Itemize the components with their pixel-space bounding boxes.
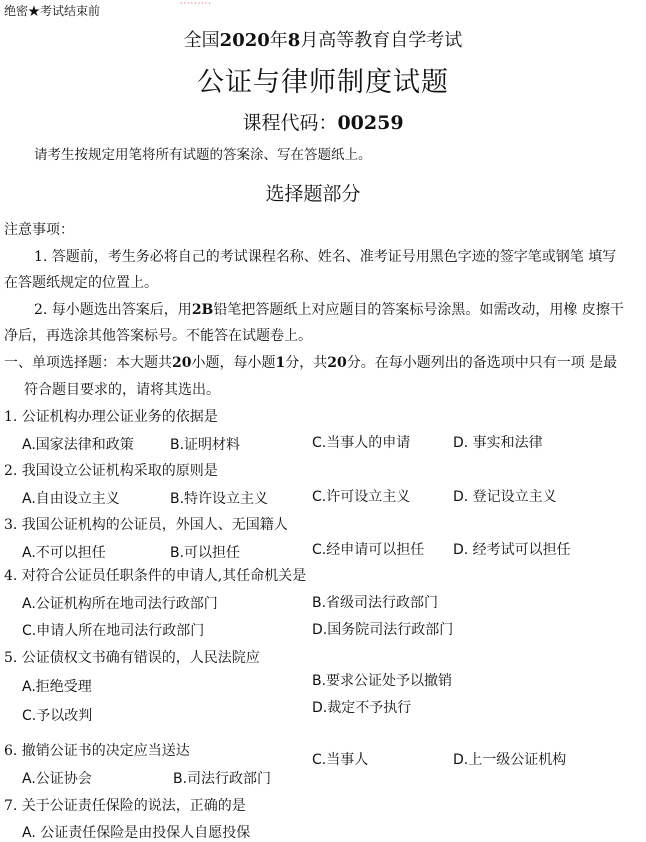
question-3-stem: 3. 我国公证机构的公证员，外国人、无国籍人 bbox=[4, 517, 288, 533]
question-2-option-a: A.自由设立主义 bbox=[22, 491, 120, 507]
instruction: 请考生按规定用笔将所有试题的答案涂、写在答题纸上。 bbox=[34, 147, 372, 163]
question-5-option-b: B.要求公证处予以撤销 bbox=[312, 673, 453, 689]
question-7-stem: 7. 关于公证责任保险的说法，正确的是 bbox=[4, 798, 246, 814]
part1-total: 20 bbox=[327, 355, 347, 371]
question-4-option-d: D.国务院司法行政部门 bbox=[312, 622, 454, 638]
question-1-option-d: D. 事实和法律 bbox=[453, 435, 543, 451]
part1-each: 1 bbox=[275, 355, 286, 371]
question-4-option-c: C.申请人所在地司法行政部门 bbox=[22, 623, 205, 639]
note-2-part-c: 铅笔把答题纸上对应题目的答案标号涂黑。如需改动，用橡 皮擦干 bbox=[213, 302, 624, 318]
question-2-option-d: D. 登记设立主义 bbox=[453, 489, 557, 505]
part1-count: 20 bbox=[172, 355, 192, 371]
question-1-option-a: A.国家法律和政策 bbox=[22, 437, 134, 453]
question-3-option-a: A.不可以担任 bbox=[22, 545, 106, 561]
question-1-option-b: B.证明材料 bbox=[170, 437, 241, 453]
course-code-label: 课程代码： bbox=[242, 112, 338, 134]
section-title: 选择题部分 bbox=[265, 183, 361, 205]
exam-mid: 年 bbox=[269, 30, 288, 51]
part1-heading bbox=[4, 352, 617, 372]
question-2-stem: 2. 我国设立公证机构采取的原则是 bbox=[4, 463, 218, 479]
question-1-stem: 1. 公证机构办理公证业务的依据是 bbox=[4, 409, 218, 425]
question-2-option-c: C.许可设立主义 bbox=[312, 489, 411, 505]
paper-title: 公证与律师制度试题 bbox=[197, 67, 449, 98]
exam-line bbox=[0, 26, 646, 52]
note-1-line-2: 在答题纸规定的位置上。 bbox=[4, 275, 158, 291]
question-3-option-d: D. 经考试可以担任 bbox=[453, 542, 571, 558]
question-7-option-a: A. 公证责任保险是由投保人自愿投保 bbox=[22, 825, 251, 841]
question-4-option-b: B.省级司法行政部门 bbox=[312, 595, 439, 611]
note-1-line-1: 1. 答题前，考生务必将自己的考试课程名称、姓名、准考证号用黑色字迹的签字笔或钢笔 填写 bbox=[34, 249, 617, 265]
question-4-option-a: A.公证机构所在地司法行政部门 bbox=[22, 596, 218, 612]
part1-heading-line-2: 符合题目要求的，请将其选出。 bbox=[24, 382, 220, 398]
exam-suffix: 月高等教育自学考试 bbox=[300, 30, 463, 51]
question-5-option-c: C.予以改判 bbox=[22, 708, 93, 724]
question-3-option-c: C.经申请可以担任 bbox=[312, 542, 425, 558]
question-2-option-b: B.特许设立主义 bbox=[170, 491, 269, 507]
exam-year: 2020 bbox=[219, 30, 270, 51]
question-6-option-c: C.当事人 bbox=[312, 752, 369, 768]
question-6-stem: 6. 撤销公证书的决定应当送达 bbox=[4, 743, 190, 759]
question-5-option-a: A.拒绝受理 bbox=[22, 679, 92, 695]
question-6-option-b: B.司法行政部门 bbox=[173, 771, 272, 787]
exam-prefix: 全国 bbox=[183, 30, 220, 51]
decorative-dots: ········· bbox=[180, 0, 212, 8]
notes-title: 注意事项： bbox=[4, 222, 74, 238]
part1-a: 一、单项选择题：本大题共 bbox=[4, 355, 172, 371]
note-2-line-2: 净后，再选涂其他答案标号。不能答在试题卷上。 bbox=[4, 328, 312, 344]
course-code-value: 00259 bbox=[337, 112, 404, 134]
confidential-mark: 绝密★考试结束前 bbox=[4, 4, 101, 18]
question-4-stem: 4. 对符合公证员任职条件的申请人,其任命机关是 bbox=[4, 568, 307, 584]
part1-b: 小题，每小题 bbox=[191, 355, 276, 371]
exam-month: 8 bbox=[287, 30, 301, 51]
question-5-stem: 5. 公证债权文书确有错误的，人民法院应 bbox=[4, 650, 260, 666]
part1-d: 分。在每小题列出的备选项中只有一项 是最 bbox=[346, 355, 618, 371]
note-2-pencil: 2B bbox=[191, 302, 214, 318]
question-6-option-a: A.公证协会 bbox=[22, 771, 92, 787]
question-6-option-d: D.上一级公证机构 bbox=[453, 752, 567, 768]
part1-c: 分，共 bbox=[285, 355, 328, 371]
question-1-option-c: C.当事人的申请 bbox=[312, 435, 411, 451]
question-3-option-b: B.可以担任 bbox=[170, 545, 241, 561]
note-2-part-a: 2. 每小题选出答案后，用 bbox=[34, 302, 192, 318]
course-code bbox=[0, 108, 646, 135]
question-5-option-d: D.裁定不予执行 bbox=[312, 700, 412, 716]
note-2-line-1 bbox=[34, 299, 624, 319]
